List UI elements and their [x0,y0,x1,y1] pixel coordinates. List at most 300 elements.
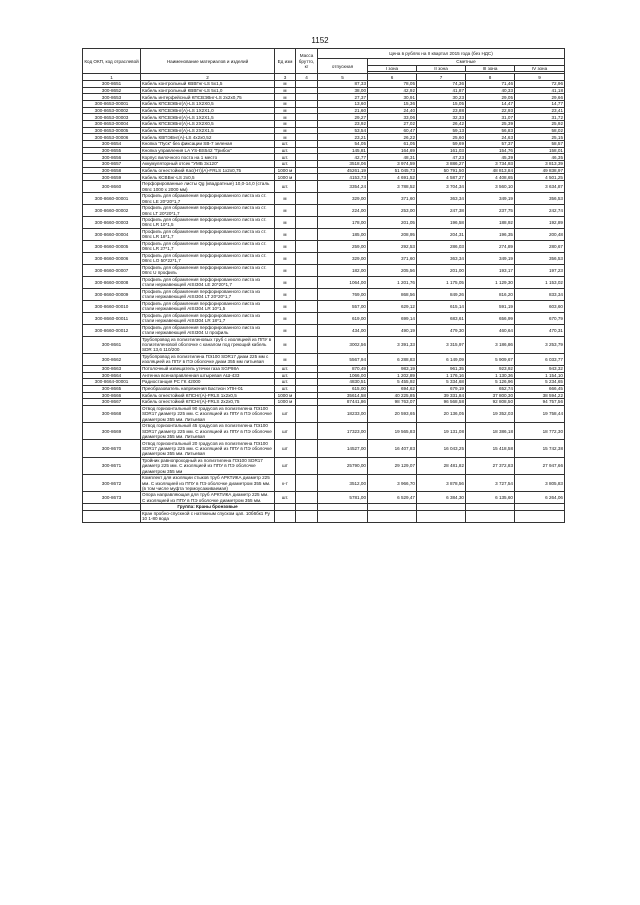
table-row [83,81,565,88]
item-unit: шт. [275,365,296,372]
price-zone-3: 3 560,10 [466,181,515,193]
table-row [83,492,565,504]
table-row [83,174,565,181]
price-zone-4: 6 033,77 [515,353,565,365]
price-zone-2: 25,60 [417,134,466,141]
price-zone-3: 4 408,65 [466,174,515,181]
item-code: 300-8672 [83,475,141,492]
item-code: 300-8660-00007 [83,264,141,276]
price-zone-3: 274,89 [466,240,515,252]
price-zone-2: 74,36 [417,81,466,88]
price-zone-4: 72,96 [515,81,565,88]
item-code: 300-8656 [83,154,141,161]
item-name: Отвод горизонтальный 45 градусов из полиэтилена ПЭ100 SDR17 диаметр 225 мм. С изоляцией из ППУ в ПЭ оболочке диаметром 355 мм. Литьевая [141,423,275,440]
item-mass [296,217,318,229]
price-zone-3: 349,19 [466,193,515,205]
item-mass [296,372,318,379]
item-unit: к-т [275,475,296,492]
item-name: Корпус вилочного поста на 1 место [141,154,275,161]
price-otpusk: 182,00 [318,264,368,276]
price-zone-1: 26,22 [368,134,417,141]
item-code: 300-8671 [83,457,141,474]
item-mass [296,101,318,108]
table-row [83,372,565,379]
price-zone-2: 41,87 [417,87,466,94]
price-zone-3: 3 727,54 [466,475,515,492]
price-zone-2: 6 384,30 [417,492,466,504]
group-title: Группа: Краны бронзовые [141,504,275,511]
item-code: 300-8658 [83,167,141,174]
price-zone-1: 61,05 [368,141,417,148]
item-mass [296,181,318,193]
price-otpusk: 17323,00 [318,423,368,440]
price-otpusk: 35614,58 [318,392,368,399]
item-mass [296,423,318,440]
price-zone-2: 479,30 [417,324,466,336]
price-otpusk: 3354,24 [318,181,368,193]
price-otpusk: 1066,00 [318,372,368,379]
item-mass [296,94,318,101]
price-zone-3: 196,35 [466,228,515,240]
item-unit: шт. [275,147,296,154]
item-code: 300-8651 [83,81,141,88]
item-unit: м [275,114,296,121]
item-name: Трубопровод из полиэтиленовых труб с изоляцией из ППУ в полиэтиленовой оболочке с каналом под греющий кабель SDR 13,6 110/200 [141,336,275,353]
price-zone-4: 280,67 [515,240,565,252]
item-mass [296,300,318,312]
item-mass [296,154,318,161]
item-code: 300-8659 [83,174,141,181]
price-zone-2: 39 331,84 [417,392,466,399]
item-mass [296,405,318,422]
item-code: 300-8653-00002 [83,107,141,114]
price-zone-3: 349,19 [466,252,515,264]
item-name: Кнопка "Пуск" без фиксации SB-7 зеленая [141,141,275,148]
price-zone-4: 29,66 [515,94,565,101]
item-mass [296,440,318,457]
item-code: 300-8655 [83,147,141,154]
price-zone-3: 3 186,86 [466,336,515,353]
price-otpusk: 870,49 [318,365,368,372]
item-mass [296,228,318,240]
price-otpusk: 29,27 [318,114,368,121]
price-zone-4: 14,77 [515,101,565,108]
price-zone-2: 5 334,68 [417,379,466,386]
price-zone-1: 205,56 [368,264,417,276]
header-zone-1: I зона [368,65,417,72]
price-zone-3: 188,92 [466,217,515,229]
price-zone-4: 833,34 [515,288,565,300]
item-name: Кнопка управления LA YS-BS542 "Грибок" [141,147,275,154]
price-zone-4: 3 634,87 [515,181,565,193]
price-zone-4: 6 264,06 [515,492,565,504]
price-zone-1: 30,91 [368,94,417,101]
price-zone-3: 652,74 [466,385,515,392]
price-zone-2: 30,23 [417,94,466,101]
item-unit: шт [275,440,296,457]
item-unit: 1000 м [275,167,296,174]
table-row [83,379,565,386]
colnum: 5 [318,74,368,81]
item-code: 300-8661 [83,336,141,353]
price-zone-1: 6 288,83 [368,353,417,365]
item-unit: шт. [275,492,296,504]
table-row [83,217,565,229]
item-code: 300-8660-00008 [83,276,141,288]
price-zone-2: 19 131,08 [417,423,466,440]
item-unit: шт. [275,154,296,161]
item-name: Кабель огнестойкий Кас(Нт)(А)-FRLS 1х2х0,75 [141,167,275,174]
header-mass: Масса брутто, кг [296,49,318,74]
item-unit: м [275,312,296,324]
table-row [83,288,565,300]
table-row [83,405,565,422]
header-zone-4: IV зона [515,65,565,72]
price-otpusk: 224,00 [318,205,368,217]
price-zone-1: 19 565,83 [368,423,417,440]
price-zone-4: 3 813,39 [515,161,565,168]
price-zone-1: 42,92 [368,87,417,94]
item-mass [296,121,318,128]
table-row [83,161,565,168]
item-mass [296,134,318,141]
table-row [83,193,565,205]
price-zone-3: 27 372,83 [466,457,515,474]
price-zone-4: 23,41 [515,107,565,114]
price-zone-4: 943,32 [515,365,565,372]
table-row [83,399,565,406]
table-row [83,353,565,365]
price-zone-1: 868,56 [368,288,417,300]
header-zone-3: III зона [466,65,515,72]
price-zone-2: 15,05 [417,101,466,108]
price-zone-4: 15 742,38 [515,440,565,457]
price-zone-2: 247,38 [417,205,466,217]
item-code: 300-8653-00001 [83,101,141,108]
table-row [83,101,565,108]
header-smetnye: Сметные [368,59,565,66]
header-name: Наименование материалов и изделий [141,49,275,74]
header-code: Код ОКП, код отраслевой [83,49,141,74]
price-zone-2: 3 886,27 [417,161,466,168]
item-mass [296,264,318,276]
price-otpusk: 23,92 [318,121,368,128]
price-zone-1: 3 788,52 [368,181,417,193]
table-row [83,365,565,372]
price-zone-2: 28 481,82 [417,457,466,474]
item-unit: шт. [275,372,296,379]
item-unit: м [275,101,296,108]
item-unit: 1000 м [275,392,296,399]
price-zone-3: 40,33 [466,87,515,94]
price-zone-3: 591,19 [466,300,515,312]
price-zone-1: 6 529,47 [368,492,417,504]
price-zone-3: 460,64 [466,324,515,336]
item-unit: м [275,336,296,353]
item-name: Опора направляющая для труб АРКТИКА диаметр 225 мм. С изоляцией из ППУ в ПЭ оболочке диаметром 355 мм. [141,492,275,504]
item-name: Кабель огнестойкий КПСНг(А)-FRLS 2х2х0,75 [141,399,275,406]
item-mass [296,193,318,205]
item-code: 300-8662 [83,353,141,365]
item-code: 300-8664 [83,372,141,379]
item-name: Кран пробно-спускной с натяжным спуском цап. 10б6бк1 Ру 10 1-80 вода [141,510,275,522]
price-zone-2: 683,61 [417,312,466,324]
price-otpusk: 329,00 [318,252,368,264]
item-name: Трубопровод из полиэтилена ПЭ100 SDR17 диам 225 мм с изоляцией из ППУ в ПЭ оболочке диам 355 мм литьевая [141,353,275,365]
price-otpusk: 5781,00 [318,492,368,504]
price-zone-4: 5 234,65 [515,379,565,386]
price-zone-2: 32,33 [417,114,466,121]
item-unit: м [275,353,296,365]
price-zone-2: 4 587,27 [417,174,466,181]
price-table-wrapper [82,48,564,523]
price-zone-1: 292,53 [368,240,417,252]
price-zone-3: 816,20 [466,288,515,300]
price-zone-4: 38 594,22 [515,392,565,399]
item-code: 300-8654 [83,141,141,148]
price-otpusk: 557,00 [318,300,368,312]
item-name: Отвод горизонтальный 20 градусов из полиэтилена ПЭ100 SDR17 диаметр 225 мм. С изоляцией из ППУ в ПЭ оболочке диаметром 355 мм. Литьевая [141,440,275,457]
price-otpusk: 23,21 [318,134,368,141]
price-zone-3: 15 418,58 [466,440,515,457]
item-mass [296,399,318,406]
price-otpusk: 5567,94 [318,353,368,365]
item-code: 300-8653-00006 [83,134,141,141]
price-zone-2: 286,03 [417,240,466,252]
price-otpusk: 4153,73 [318,174,368,181]
item-code: 300-8669 [83,423,141,440]
price-zone-2: 196,58 [417,217,466,229]
price-otpusk: 178,00 [318,217,368,229]
table-row [83,392,565,399]
colnum: 6 [368,74,417,81]
price-zone-1: 78,05 [368,81,417,88]
item-code: 300-8660-00006 [83,252,141,264]
item-code: 300-8660-00010 [83,300,141,312]
item-code: 300-8665 [83,385,141,392]
colnum: 4 [296,74,318,81]
price-zone-1: 24,40 [368,107,417,114]
item-code: 300-8660-00003 [83,217,141,229]
price-zone-3: 6 135,60 [466,492,515,504]
table-row [83,154,565,161]
price-zone-4: 18 772,30 [515,423,565,440]
price-zone-3: 24,63 [466,134,515,141]
price-zone-2: 1 175,05 [417,276,466,288]
table-row [83,205,565,217]
price-zone-1: 201,05 [368,217,417,229]
price-otpusk: 87441,86 [318,399,368,406]
price-zone-4: 670,79 [515,312,565,324]
price-otpusk: 434,00 [318,324,368,336]
price-zone-3: 923,92 [466,365,515,372]
price-zone-3: 31,07 [466,114,515,121]
item-mass [296,127,318,134]
price-zone-2: 1 176,16 [417,372,466,379]
item-mass [296,336,318,353]
item-code: 300-8670 [83,440,141,457]
price-zone-4: 1 154,10 [515,372,565,379]
group-row [83,504,565,511]
price-zone-3: 5 909,67 [466,353,515,365]
item-unit: м [275,87,296,94]
price-zone-4: 31,72 [515,114,565,121]
price-zone-4: 94 757,56 [515,399,565,406]
item-name: Антенна всенаправленная штыревая АШ-433 [141,372,275,379]
table-row [83,475,565,492]
price-zone-3: 45,39 [466,154,515,161]
price-zone-3: 22,93 [466,107,515,114]
price-zone-2: 615,14 [417,300,466,312]
price-zone-2: 3 315,97 [417,336,466,353]
item-mass [296,288,318,300]
item-name: Профиль для обрамления перфорированного листа из ст. 08пс LE 20*20*1,7 [141,193,275,205]
item-name: Комплект для изоляции стыков труб АРКТИКА диаметр 225 мм. С изоляцией из ППУ в ПЭ оболочке диаметром 355 мм. (в том числе муфта термоусаживаемая) [141,475,275,492]
item-unit: шт. [275,379,296,386]
item-name: Кабель КПСВЭВнг(А)-LS 1Х2Х1,0 [141,107,275,114]
item-code: 300-8668 [83,405,141,422]
price-zone-3: 656,99 [466,312,515,324]
item-mass [296,353,318,365]
item-code: 300-8653-00004 [83,121,141,128]
item-name: Преобразователь напряжения Бастион УПН-01 [141,385,275,392]
item-mass [296,167,318,174]
price-zone-4: 242,74 [515,205,565,217]
price-otpusk: 259,00 [318,240,368,252]
item-unit: м [275,127,296,134]
price-zone-1: 490,19 [368,324,417,336]
price-zone-3: 1 129,30 [466,276,515,288]
price-zone-1: 48,31 [368,154,417,161]
item-unit: шт. [275,385,296,392]
item-name: Аккумуляторный отсек "УМБ 3х120" [141,161,275,168]
price-zone-4: 356,53 [515,252,565,264]
price-zone-3: 19 352,03 [466,405,515,422]
item-mass [296,457,318,474]
table-row [83,147,565,154]
item-unit: м [275,217,296,229]
item-code: 300-8660-00002 [83,205,141,217]
price-zone-2: 26,42 [417,121,466,128]
price-zone-4: 58,57 [515,141,565,148]
item-name: Радиостанция РС ГК 42000 [141,379,275,386]
item-name: Кабель КПСВЭВнг(А)-LS 2Х2Х1,5 [141,127,275,134]
price-otpusk: 619,00 [318,312,368,324]
price-otpusk: 3518,06 [318,161,368,168]
price-zone-1: 16 407,83 [368,440,417,457]
price-zone-1: 29 129,07 [368,457,417,474]
price-zone-4: 58,02 [515,127,565,134]
item-name: Профиль для обрамления перфорированного листа из стали нержавеющей AISI304 U профиль [141,324,275,336]
item-mass [296,276,318,288]
price-otpusk: 3002,56 [318,336,368,353]
table-row [83,336,565,353]
price-zone-3: 237,75 [466,205,515,217]
item-name: Кабель КПСВЭВнг(А)-LS 1Х2Х0,5 [141,101,275,108]
price-zone-4: 25,15 [515,134,565,141]
price-zone-1: 164,69 [368,147,417,154]
price-zone-4: 470,31 [515,324,565,336]
item-mass [296,252,318,264]
colnum: 3 [275,74,296,81]
item-name: Профиль для обрамления перфорированного листа из стали нержавеющей AISI304 LT 20*20*1,7 [141,288,275,300]
item-mass [296,492,318,504]
price-zone-3: 193,17 [466,264,515,276]
price-zone-3: 14,47 [466,101,515,108]
table-row [83,167,565,174]
table-row [83,134,565,141]
price-zone-4: 192,89 [515,217,565,229]
item-code: 300-8660-00011 [83,312,141,324]
price-zone-4: 49 838,97 [515,167,565,174]
price-zone-1: 1 201,76 [368,276,417,288]
item-unit: м [275,94,296,101]
item-name: Кабель интерфейсный КПСВЭВнг-LS 2х2х0,75 [141,94,275,101]
item-code: 300-8653-00005 [83,127,141,134]
item-mass [296,147,318,154]
price-zone-2: 59,69 [417,141,466,148]
price-zone-2: 3 878,56 [417,475,466,492]
header-zone-2: II зона [417,65,466,72]
price-zone-3: 29,05 [466,94,515,101]
table-row [83,87,565,94]
price-zone-4: 666,45 [515,385,565,392]
price-zone-3: 1 130,36 [466,372,515,379]
price-zone-1: 253,00 [368,205,417,217]
price-zone-1: 20 593,65 [368,405,417,422]
item-unit: м [275,288,296,300]
item-code: 300-8660-00004 [83,228,141,240]
price-otpusk: 27,37 [318,94,368,101]
item-mass [296,475,318,492]
item-unit: м [275,81,296,88]
price-zone-1: 694,62 [368,385,417,392]
item-name: Профиль для обрамления перфорированного листа из стали нержавеющей AISI304 LE 20*20*1,7 [141,276,275,288]
item-name: Кабель КПСВЭВнг(А)-LS 2Х2Х0,5 [141,121,275,128]
price-zone-3: 5 126,96 [466,379,515,386]
price-zone-4: 19 758,44 [515,405,565,422]
item-unit: шт. [275,161,296,168]
price-zone-4: 197,23 [515,264,565,276]
price-zone-1: 3 966,70 [368,475,417,492]
price-zone-1: 51 045,73 [368,167,417,174]
price-zone-2: 363,34 [417,252,466,264]
price-zone-1: 98 763,07 [368,399,417,406]
price-otpusk: 21,60 [318,107,368,114]
item-unit: м [275,276,296,288]
item-unit: м [275,205,296,217]
price-zone-2: 679,19 [417,385,466,392]
item-unit: м [275,324,296,336]
price-zone-1: 3 391,33 [368,336,417,353]
item-name: Кабель контрольный КВВГнг-LS 5х1,0 [141,87,275,94]
item-mass [296,312,318,324]
item-mass [296,87,318,94]
table-row [83,107,565,114]
table-row [83,312,565,324]
price-zone-4: 4 501,25 [515,174,565,181]
price-zone-1: 983,19 [368,365,417,372]
price-zone-1: 27,02 [368,121,417,128]
price-zone-1: 15,36 [368,101,417,108]
item-code: 300-8667 [83,399,141,406]
item-mass [296,81,318,88]
price-zone-2: 16 043,25 [417,440,466,457]
table-row [83,240,565,252]
item-mass [296,114,318,121]
price-zone-3: 57,37 [466,141,515,148]
price-otpusk: 38,00 [318,87,368,94]
